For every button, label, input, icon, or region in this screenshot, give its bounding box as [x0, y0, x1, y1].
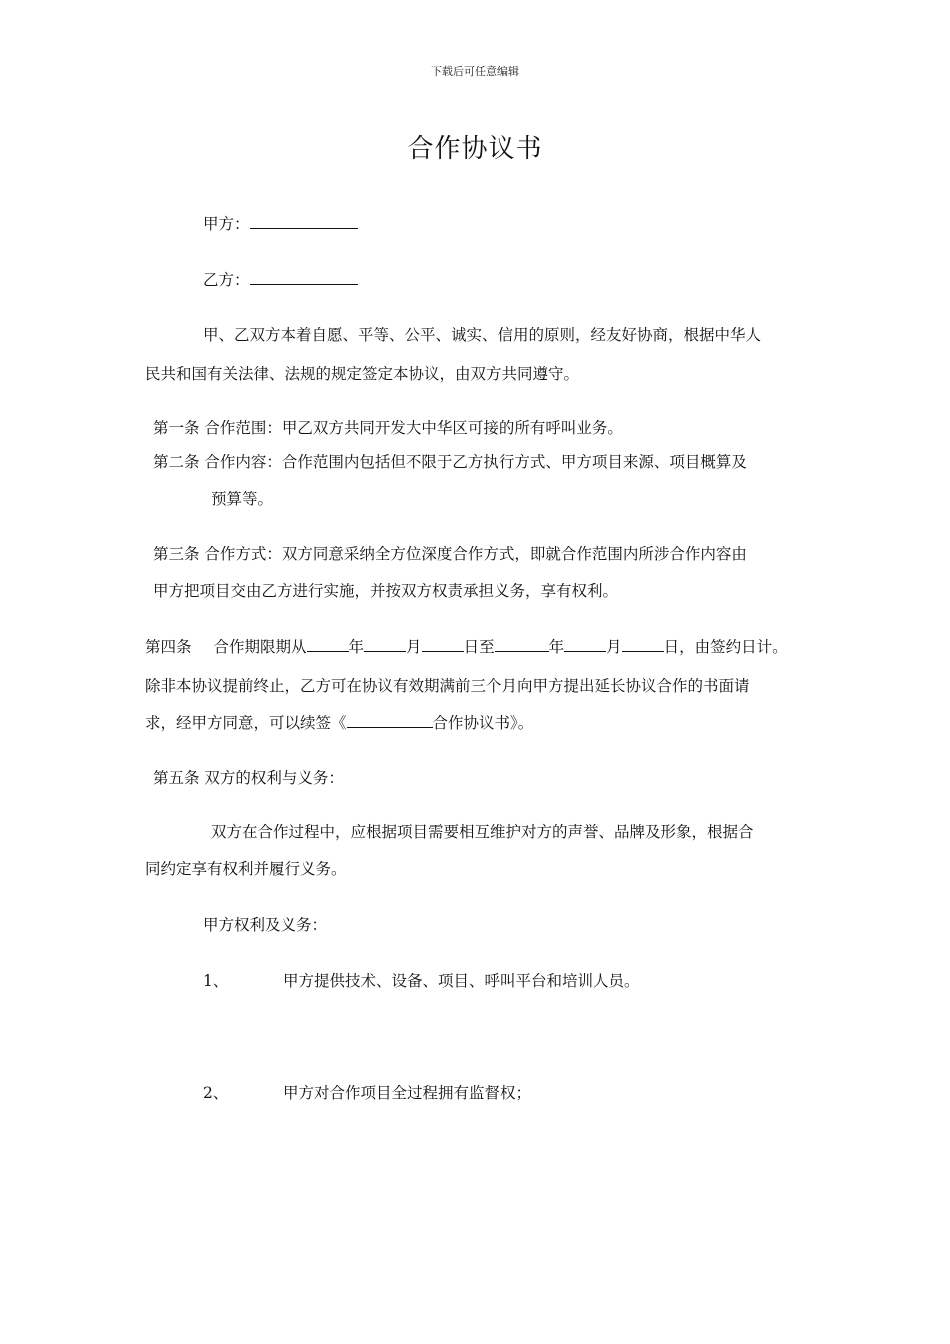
article-4-line-3 [145, 713, 533, 733]
header-note: 下载后可任意编辑 [431, 65, 519, 78]
list-item-text: 甲方提供技术、设备、项目、呼叫平台和培训人员。 [283, 972, 640, 990]
list-item-number: 2、 [203, 1084, 229, 1102]
list-item [203, 1083, 228, 1103]
list-item-text: 甲方对合作项目全过程拥有监督权； [283, 1084, 532, 1102]
article-5-para-line-2: 同约定享有权利并履行义务。 [145, 860, 347, 878]
party-a-line [203, 214, 358, 234]
party-a-rights-heading: 甲方权利及义务： [203, 916, 328, 934]
start-day-label: 日至 [463, 638, 495, 656]
start-month-label: 月 [406, 638, 422, 656]
list-item-number: 1、 [203, 972, 229, 990]
end-month-label: 月 [606, 638, 622, 656]
document-title: 合作协议书 [407, 134, 543, 164]
article-5-heading: 第五条 双方的权利与义务： [153, 769, 344, 787]
party-b-label: 乙方： [203, 271, 250, 289]
article-1: 第一条 合作范围：甲乙双方共同开发大中华区可接的所有呼叫业务。 [153, 419, 623, 437]
preamble-line-2: 民共和国有关法律、法规的规定签定本协议，由双方共同遵守。 [145, 365, 580, 383]
start-month-blank[interactable] [364, 637, 406, 652]
list-item [203, 971, 228, 991]
article-5-para-line-1: 双方在合作过程中，应根据项目需要相互维护对方的声誉、品牌及形象，根据合 [211, 823, 754, 841]
preamble-line-1: 甲、乙双方本着自愿、平等、公平、诚实、信用的原则，经友好协商，根据中华人 [203, 326, 762, 344]
party-b-line [203, 270, 358, 290]
article-4-prefix: 第四条 [145, 638, 192, 656]
end-day-blank[interactable] [622, 637, 664, 652]
article-2-line-1: 第二条 合作内容：合作范围内包括但不限于乙方执行方式、甲方项目来源、项目概算及 [153, 453, 747, 471]
article-4-line-2: 除非本协议提前终止，乙方可在协议有效期满前三个月向甲方提出延长协议合作的书面请 [145, 677, 750, 695]
article-2-line-2: 预算等。 [211, 490, 274, 508]
renew-agreement-blank[interactable] [347, 713, 433, 728]
end-month-blank[interactable] [564, 637, 606, 652]
article-3-line-2: 甲方把项目交由乙方进行实施，并按双方权责承担义务，享有权利。 [153, 582, 619, 600]
party-b-blank[interactable] [250, 270, 358, 285]
start-day-blank[interactable] [422, 637, 464, 652]
article-4-text: 合作期限期从 [213, 638, 307, 656]
end-year-blank[interactable] [495, 637, 549, 652]
article-4-renew-text: 求，经甲方同意，可以续签《 [145, 714, 347, 732]
article-4-renew-suffix: 合作协议书》。 [432, 714, 534, 732]
end-day-label: 日，由签约日计。 [663, 638, 788, 656]
party-a-blank[interactable] [250, 214, 358, 229]
article-3-line-1: 第三条 合作方式：双方同意采纳全方位深度合作方式，即就合作范围内所涉合作内容由 [153, 545, 747, 563]
start-year-blank[interactable] [307, 637, 349, 652]
article-4-line-1 [145, 637, 788, 657]
party-a-label: 甲方： [203, 215, 250, 233]
start-year-label: 年 [348, 638, 365, 656]
end-year-label: 年 [548, 638, 565, 656]
